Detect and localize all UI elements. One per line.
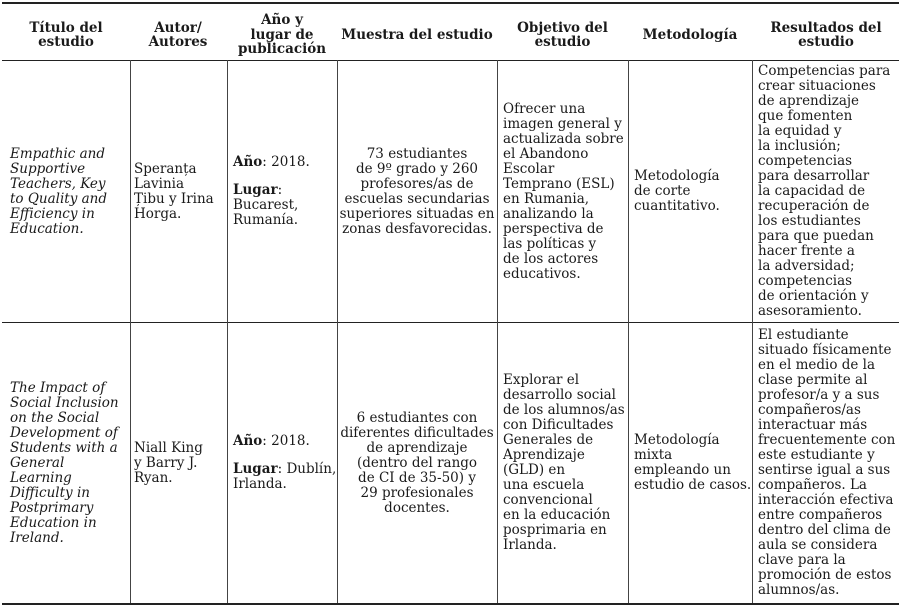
cell-line: de CI de 35-50) y xyxy=(358,469,476,486)
row2-objetivo xyxy=(503,324,627,602)
cell-line: Metodología xyxy=(634,432,720,448)
cell-line: la adversidad; xyxy=(758,258,855,274)
header-anio-lugar: Año y lugar de publicación xyxy=(237,12,327,58)
cell-line: on the Social xyxy=(10,409,100,426)
cell-line: convencional xyxy=(503,492,593,508)
cell-line: aula se considera xyxy=(758,537,878,553)
cell-line: compañeros. La xyxy=(758,477,867,493)
cell-line: Supportive xyxy=(10,160,86,177)
cell-line: Explorar el xyxy=(503,372,580,388)
cell-line: de los actores xyxy=(503,250,599,267)
row2-anio-lugar: Año: 2018. Lugar: Dublín, Irlanda. xyxy=(233,433,337,492)
cell-line: imagen general y xyxy=(503,115,622,132)
cell-line: compañeros/as xyxy=(758,402,861,418)
row1-titulo xyxy=(10,62,130,321)
cell-line: las políticas y xyxy=(503,235,597,252)
cell-line: clave para la xyxy=(758,552,846,568)
cell-line: desarrollo social xyxy=(503,387,616,403)
cell-line: y Barry J. xyxy=(134,454,198,471)
cell-line: profesor/a y a sus xyxy=(758,387,880,403)
cell-line: Horga. xyxy=(134,205,182,222)
cell-line: docentes. xyxy=(384,499,450,516)
row2-resultados xyxy=(758,324,899,602)
cell-line: (GLD) en xyxy=(503,462,566,478)
header-muestra: Muestra del estudio xyxy=(341,26,493,43)
cell-line: interacción efectiva xyxy=(758,492,894,508)
cell-line: Escolar xyxy=(503,160,555,177)
cell-line: Postprimary xyxy=(10,499,94,516)
cell-line: El estudiante xyxy=(758,327,849,343)
cell-line: frecuentemente con xyxy=(758,432,896,448)
table-bottom-rule xyxy=(2,603,899,605)
column-separator xyxy=(752,60,753,603)
cell-line: dentro del clima de xyxy=(758,522,891,538)
cell-line: Țibu y Irina xyxy=(134,190,214,207)
header-objetivo: Objetivo del estudio xyxy=(517,19,608,50)
row2-autor xyxy=(134,324,227,602)
column-separator xyxy=(628,60,629,603)
cell-line: de orientación y xyxy=(758,288,869,304)
cell-line: de aprendizaje xyxy=(366,439,468,456)
cell-line: Teachers, Key xyxy=(10,175,106,192)
column-separator xyxy=(130,60,131,603)
header-resultados: Resultados del estudio xyxy=(770,19,882,50)
cell-line: Ofrecer una xyxy=(503,100,586,117)
cell-line: Development of xyxy=(10,424,118,441)
cell-line: escuelas secundarias xyxy=(344,190,490,207)
header-titulo: Título del estudio xyxy=(29,19,103,50)
cell-line: interactuar más xyxy=(758,417,868,433)
cell-line: el Abandono xyxy=(503,145,589,162)
cell-line: de los alumnos/as xyxy=(503,402,625,418)
row1-muestra xyxy=(338,62,496,321)
cell-line: Irlanda. xyxy=(503,537,557,553)
cell-line: Aprendizaje xyxy=(503,447,585,463)
table-top-rule xyxy=(2,2,899,4)
cell-line: la equidad y xyxy=(758,123,842,139)
row1-lugar: Lugar: xyxy=(233,182,283,198)
row1-anio: Año: 2018. xyxy=(233,154,310,170)
cell-line: Empathic and xyxy=(10,145,106,162)
row1-objetivo xyxy=(503,62,627,321)
cell-line: (dentro del rango xyxy=(356,454,478,471)
cell-line: competencias xyxy=(758,273,853,289)
cell-line: cuantitativo. xyxy=(634,198,720,214)
cell-line: zonas desfavorecidas. xyxy=(342,220,492,237)
row2-metodologia xyxy=(634,324,752,602)
cell-line: este estudiante y xyxy=(758,447,875,463)
cell-line: para que puedan xyxy=(758,228,874,244)
cell-line: alumnos/as. xyxy=(758,582,840,598)
cell-line: Temprano (ESL) xyxy=(503,175,615,192)
column-separator xyxy=(497,60,498,603)
cell-line: entre compañeros xyxy=(758,507,883,523)
cell-line: competencias xyxy=(758,153,853,169)
cell-line: profesores/as de xyxy=(360,175,474,192)
cell-line: de corte xyxy=(634,183,691,199)
row1-anio-lugar: Año: 2018. Lugar: Bucarest, Rumanía. xyxy=(233,62,337,321)
cell-line: clase permite al xyxy=(758,372,868,388)
cell-line: Niall King xyxy=(134,439,203,456)
cell-line: los estudiantes xyxy=(758,213,861,229)
cell-line: Difficulty in xyxy=(10,484,90,501)
cell-line: Efficiency in xyxy=(10,205,95,222)
cell-line: de aprendizaje xyxy=(758,93,860,109)
cell-line: en Rumania, xyxy=(503,190,590,207)
cell-line: Ryan. xyxy=(134,469,173,486)
cell-line: estudio de casos. xyxy=(634,477,752,493)
cell-line: una escuela xyxy=(503,477,585,493)
header-bottom-rule xyxy=(2,60,899,61)
row2-muestra xyxy=(338,324,496,602)
cell-line: The Impact of xyxy=(10,379,106,396)
cell-line: Lavinia xyxy=(134,175,185,192)
row2-lugar: Lugar: Dublín, xyxy=(233,461,337,477)
header-metodologia: Metodología xyxy=(642,26,738,43)
cell-line: para desarrollar xyxy=(758,168,870,184)
row1-metodologia xyxy=(634,62,752,321)
cell-line: en la educación xyxy=(503,507,611,523)
cell-line: sentirse igual a sus xyxy=(758,462,891,478)
cell-line: en el medio de la xyxy=(758,357,876,373)
cell-line: 73 estudiantes xyxy=(366,145,468,162)
cell-line: Speranța xyxy=(134,160,197,177)
header-autor: Autor/ Autores xyxy=(148,19,208,50)
cell-line: de 9º grado y 260 xyxy=(355,160,479,177)
cell-line: con Dificultades xyxy=(503,417,614,433)
cell-line: empleando un xyxy=(634,462,731,478)
row-divider-rule xyxy=(2,322,899,323)
cell-line: educativos. xyxy=(503,265,581,282)
cell-line: la capacidad de xyxy=(758,183,866,199)
cell-line: situado físicamente xyxy=(758,342,892,358)
cell-line: recuperación de xyxy=(758,198,870,214)
cell-line: crear situaciones xyxy=(758,78,876,94)
cell-line: Metodología xyxy=(634,168,720,184)
column-separator xyxy=(227,60,228,603)
cell-line: diferentes dificultades xyxy=(340,424,494,441)
cell-line: Education. xyxy=(10,220,84,237)
cell-line: General Learning xyxy=(10,454,72,486)
cell-line: perspectiva de xyxy=(503,220,604,237)
row2-titulo xyxy=(10,324,130,602)
cell-line: to Quality and xyxy=(10,190,108,207)
cell-line: 29 profesionales xyxy=(360,484,474,501)
cell-line: actualizada sobre xyxy=(503,130,624,147)
cell-line: superiores situadas en xyxy=(339,205,495,222)
cell-line: Social Inclusion xyxy=(10,394,119,411)
row2-anio: Año: 2018. xyxy=(233,433,310,449)
cell-line: Generales de xyxy=(503,432,594,448)
cell-line: la inclusión; xyxy=(758,138,841,154)
cell-line: hacer frente a xyxy=(758,243,855,259)
cell-line: asesoramiento. xyxy=(758,303,862,319)
cell-line: Competencias para xyxy=(758,63,891,79)
cell-line: Ireland. xyxy=(10,529,64,546)
cell-line: promoción de estos xyxy=(758,567,892,583)
cell-line: Students with a xyxy=(10,439,118,456)
cell-line: mixta xyxy=(634,447,673,463)
cell-line: que fomenten xyxy=(758,108,853,124)
cell-line: Education in xyxy=(10,514,97,531)
row1-autor xyxy=(134,62,227,321)
cell-line: 6 estudiantes con xyxy=(356,409,478,426)
cell-line: posprimaria en xyxy=(503,522,607,538)
cell-line: analizando la xyxy=(503,205,594,222)
row1-resultados xyxy=(758,62,899,321)
